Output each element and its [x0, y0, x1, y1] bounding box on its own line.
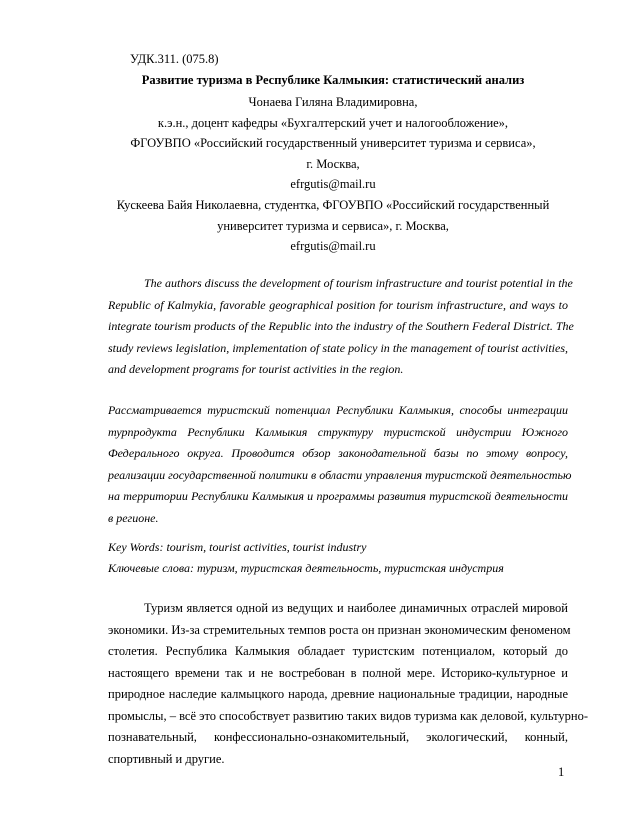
- paper-title: Развитие туризма в Республике Калмыкия: статистический анализ: [141, 73, 525, 87]
- author2-line: Кускеева Байя Николаевна, студентка, ФГОУВПО «Российский государственный: [116, 198, 550, 212]
- abstract-line: реализации государственной политики в области управления туристской деятельностью: [108, 467, 572, 482]
- abstract-line: Федерального округа. Проводится обзор законодательной базы по этому вопросу,: [108, 446, 568, 460]
- body-line: экономики. Из-за стремительных темпов роста он признан экономическим феноменом: [108, 622, 571, 637]
- author2-block: [108, 195, 558, 257]
- body-line: познавательный, конфессионально-ознакомительный, экологический, конный,: [108, 730, 568, 744]
- body-line: природное наследие калмыцкого народа, древние национальные традиции, народные: [108, 687, 568, 701]
- body-line: столетия. Республика Калмыкия обладает туристским потенциалом, который до: [108, 644, 568, 658]
- page-number: 1: [558, 765, 565, 779]
- abstract-line: study reviews legislation, implementation of state policy in the management of tourist activities,: [108, 340, 568, 355]
- udk-code: УДК.311. (075.8): [130, 52, 219, 66]
- abstract-line: Republic of Kalmykia, favorable geographical position for tourism infrastructure, and ways to: [108, 297, 568, 312]
- body-line: Туризм является одной из ведущих и наиболее динамичных отраслей мировой: [144, 601, 568, 615]
- body-line: настоящего времени так и не востребован в полной мере. Историко-культурное и: [108, 665, 568, 680]
- author1-city: г. Москва,: [306, 156, 360, 171]
- abstract-russian: [108, 400, 572, 529]
- abstract-english: [108, 273, 574, 381]
- abstract-line: Рассматривается туристский потенциал Республики Калмыкия, способы интеграции: [108, 403, 568, 417]
- keywords-english: Key Words: tourism, tourist activities, tourist industry: [108, 540, 367, 554]
- author1-university: ФГОУВПО «Российский государственный университет туризма и сервиса»,: [130, 136, 536, 150]
- body-paragraph: [108, 598, 589, 770]
- author2-line: университет туризма и сервиса», г. Москва,: [217, 218, 449, 233]
- author1-position: к.э.н., доцент кафедры «Бухгалтерский учет и налогообложение»,: [157, 115, 509, 130]
- body-line: спортивный и другие.: [108, 751, 225, 766]
- abstract-line: на территории Республики Калмыкия и программы развития туристской деятельности: [108, 489, 568, 503]
- keywords-russian: Ключевые слова: туризм, туристская деятельность, туристская индустрия: [108, 561, 504, 575]
- author1-email: efrgutis@mail.ru: [290, 177, 376, 191]
- author2-email: efrgutis@mail.ru: [290, 239, 376, 253]
- body-line: промыслы, – всё это способствует развитию таких видов туризма как деловой, культурно-: [108, 708, 589, 723]
- author1-block: [108, 92, 558, 195]
- abstract-line: The authors discuss the development of tourism infrastructure and tourist potential in the: [144, 276, 573, 290]
- abstract-line: в регионе.: [108, 510, 159, 525]
- author1-name: Чонаева Гиляна Владимировна,: [248, 95, 418, 109]
- abstract-line: integrate tourism products of the Republic into the industry of the Southern Federal District. The: [108, 319, 574, 333]
- abstract-line: турпродукта Республики Калмыкия структуру туристской индустрии Южного: [108, 424, 568, 439]
- abstract-line: and development programs for tourist activities in the region.: [108, 362, 404, 376]
